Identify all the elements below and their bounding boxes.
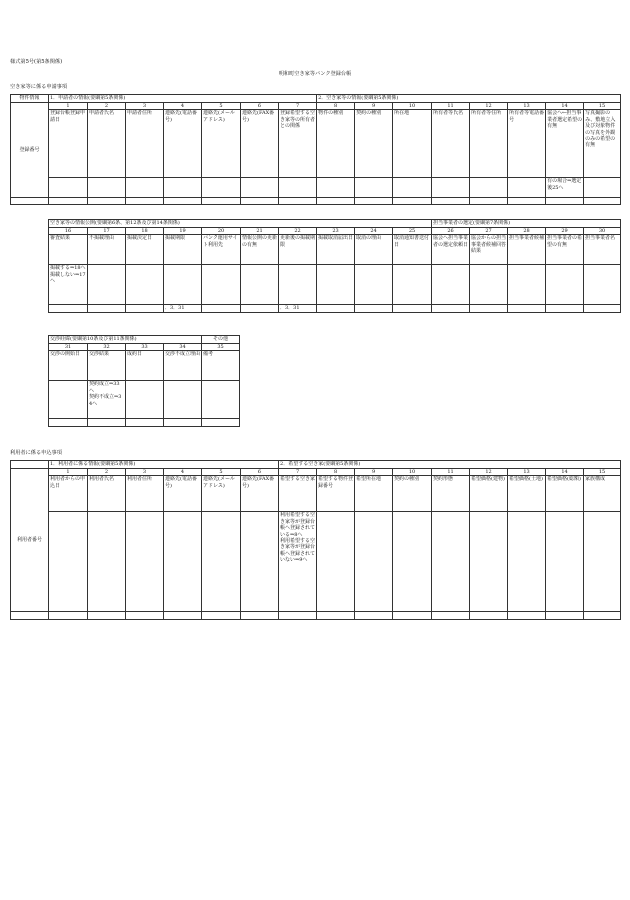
section-label-vacant-house: 空き家等に係る申請事項 [10,84,68,90]
col-header: 担当事業者名 [584,235,621,265]
col-header: 希望価格(総額) [546,476,584,512]
user-application-table [10,460,621,620]
col-header: 連絡先(FAX番号) [241,476,279,512]
col-number: 4 [164,469,202,476]
note-col14: 有の場合⇒選定後25へ [546,178,584,198]
col-header: 連絡先(FAX番号) [241,110,279,178]
col-header: 所有者等氏名 [432,110,470,178]
note-col7: 利用希望する空き家等が登録台帳へ登録されている⇒8へ 利用希望する空き家等が登録台帳へ登録されていない⇒9へ [279,512,317,612]
col-number: 33 [126,344,164,351]
col-header: 登録希望する空き家等の所有者との関係 [279,110,317,178]
col-number: 14 [546,103,584,110]
col-number: 11 [432,103,470,110]
col-number: 14 [546,469,584,476]
col-header: バンク運用サイト利用先 [202,235,241,265]
col-number: 2 [88,103,126,110]
col-header: 連絡先(メールアドレス) [202,110,241,178]
publication-table [48,219,621,313]
col-number: 25 [393,228,432,235]
col-header: 更新後の掲載期限 [279,235,317,265]
note-col16: 掲載する⇒18へ 掲載しない⇒17へ [49,265,88,305]
col-header: 希望価格(土地) [508,476,546,512]
col-number: 10 [393,103,432,110]
col-header: 担当事業者の希望の有無 [546,235,584,265]
col-number: 22 [279,228,317,235]
col-number: 12 [470,469,508,476]
col-header: 利用者からの申込日 [49,476,88,512]
col-header: 協会からの担当事業者候補回答結果 [470,235,508,265]
registration-number-label: 登録番号 [11,103,49,198]
col-header: 掲載決定日 [126,235,164,265]
col-number: 2 [88,469,126,476]
col-number: 3 [126,469,164,476]
col-number: 15 [584,469,621,476]
col-header: 希望する物件登録番号 [317,476,355,512]
col-number: 1 [49,469,88,476]
col-number: 7 [279,469,317,476]
col-header: 所在地 [393,110,432,178]
col-header: 連絡先(電話番号) [164,110,202,178]
col-number: 24 [355,228,393,235]
col-header: 不掲載理由 [88,235,126,265]
col-number: 26 [432,228,470,235]
col-number: 5 [202,103,241,110]
col-number: 5 [202,469,241,476]
col-header: 交渉不成立理由 [164,351,202,381]
col-header: 取消通知書送付日 [393,235,432,265]
col-number: 13 [508,469,546,476]
col-header: 所有者等住所 [470,110,508,178]
col-header: 連絡先(メールアドレス) [202,476,241,512]
col-number: 8 [317,469,355,476]
group-broker-selection: 担当事業者の選定(要綱第7条関係) [432,220,621,228]
group-publication: 空き家等の情報公開(要綱第6条、第12条及び第14条関係) [49,220,432,228]
col-number: 18 [126,228,164,235]
col-header: 契約形態 [432,476,470,512]
col-header: 掲載取消届出日 [317,235,355,265]
col-header: 交渉の開始日 [49,351,88,381]
col-header: 写真撮影のみ、敷地立入及び対象物件の写真を外観のみの希望の有無 [584,110,621,178]
col-number: 11 [432,469,470,476]
col-header: 申請者氏名 [88,110,126,178]
col-header: 利用者氏名 [88,476,126,512]
user-number-label: 利用者番号 [11,469,49,612]
form-number: 様式第5号(第5条関係) [10,59,63,65]
col-number: 32 [88,344,126,351]
group-applicant-info: 1．申請者の情報(要綱第5条関係) [49,95,317,103]
col-header: 契約の種別 [393,476,432,512]
col-number: 23 [317,228,355,235]
col-header: 登録台帳登録申請日 [49,110,88,178]
col-number: 13 [508,103,546,110]
col-number: 34 [164,344,202,351]
col-number: 19 [164,228,202,235]
col-number: 9 [355,103,393,110]
col-header: 担当事業者候補 [508,235,546,265]
col-header: 情報公開の更新の有無 [241,235,279,265]
col-header: 取消の理由 [355,235,393,265]
col-number: 21 [241,228,279,235]
col-number: 9 [355,469,393,476]
col-header: 連絡先(電話番号) [164,476,202,512]
group-negotiation: 交渉経緯(要綱第10条及び第11条関係) [49,336,202,344]
col-number: 6 [241,103,279,110]
col-header: 成約日 [126,351,164,381]
note-col32: 契約成立⇒33へ 契約不成立⇒34へ [88,381,126,419]
col-number: 12 [470,103,508,110]
col-header: 交渉結果 [88,351,126,381]
section-label-user: 利用者に係る申込事項 [10,450,62,456]
group-user-info: 1．利用者に係る情報(要綱第5条関係) [49,461,279,469]
col-header: 申請者住所 [126,110,164,178]
col-header: 審査結果 [49,235,88,265]
col-header: 協会へ担当事業者の選定依頼日 [432,235,470,265]
col-number: 17 [88,228,126,235]
group-house-info: 2．空き家等の情報(要綱第5条関係) [317,95,621,103]
col-number: 4 [164,103,202,110]
col-header: 希望所在地 [355,476,393,512]
deadline-date: ．3．31 [164,305,202,313]
col-header: 所有者等電話番号 [508,110,546,178]
col-header: 掲載期限 [164,235,202,265]
col-number: 31 [49,344,88,351]
col-header: 契約の種別 [355,110,393,178]
group-desired-house: 2．希望する空き家(要綱第5条関係) [279,461,621,469]
col-number: 20 [202,228,241,235]
col-header: 協会へ←担当事業者選定希望の有無 [546,110,584,178]
col-header: 備考 [202,351,240,381]
col-header: 利用者住所 [126,476,164,512]
col-number: 15 [584,103,621,110]
col-header: 家族構成 [584,476,621,512]
document-title: 明和町空き家等バンク登録台帳 [278,71,352,77]
col-header: 希望する空き家 [279,476,317,512]
updated-deadline-date: ．3．31 [279,305,317,313]
property-info-header: 物件情報 [11,95,49,103]
col-header: 希望価格(建物) [470,476,508,512]
group-other: その他 [202,336,240,344]
col-number: 1 [49,103,88,110]
col-header: 物件の種別 [317,110,355,178]
col-number: 10 [393,469,432,476]
col-number: 16 [49,228,88,235]
application-table [10,94,621,205]
col-number: 7 [279,103,317,110]
col-number: 28 [508,228,546,235]
col-number: 8 [317,103,355,110]
col-number: 30 [584,228,621,235]
col-number: 3 [126,103,164,110]
col-number: 27 [470,228,508,235]
col-number: 29 [546,228,584,235]
negotiation-table [48,335,240,427]
col-number: 35 [202,344,240,351]
col-number: 6 [241,469,279,476]
